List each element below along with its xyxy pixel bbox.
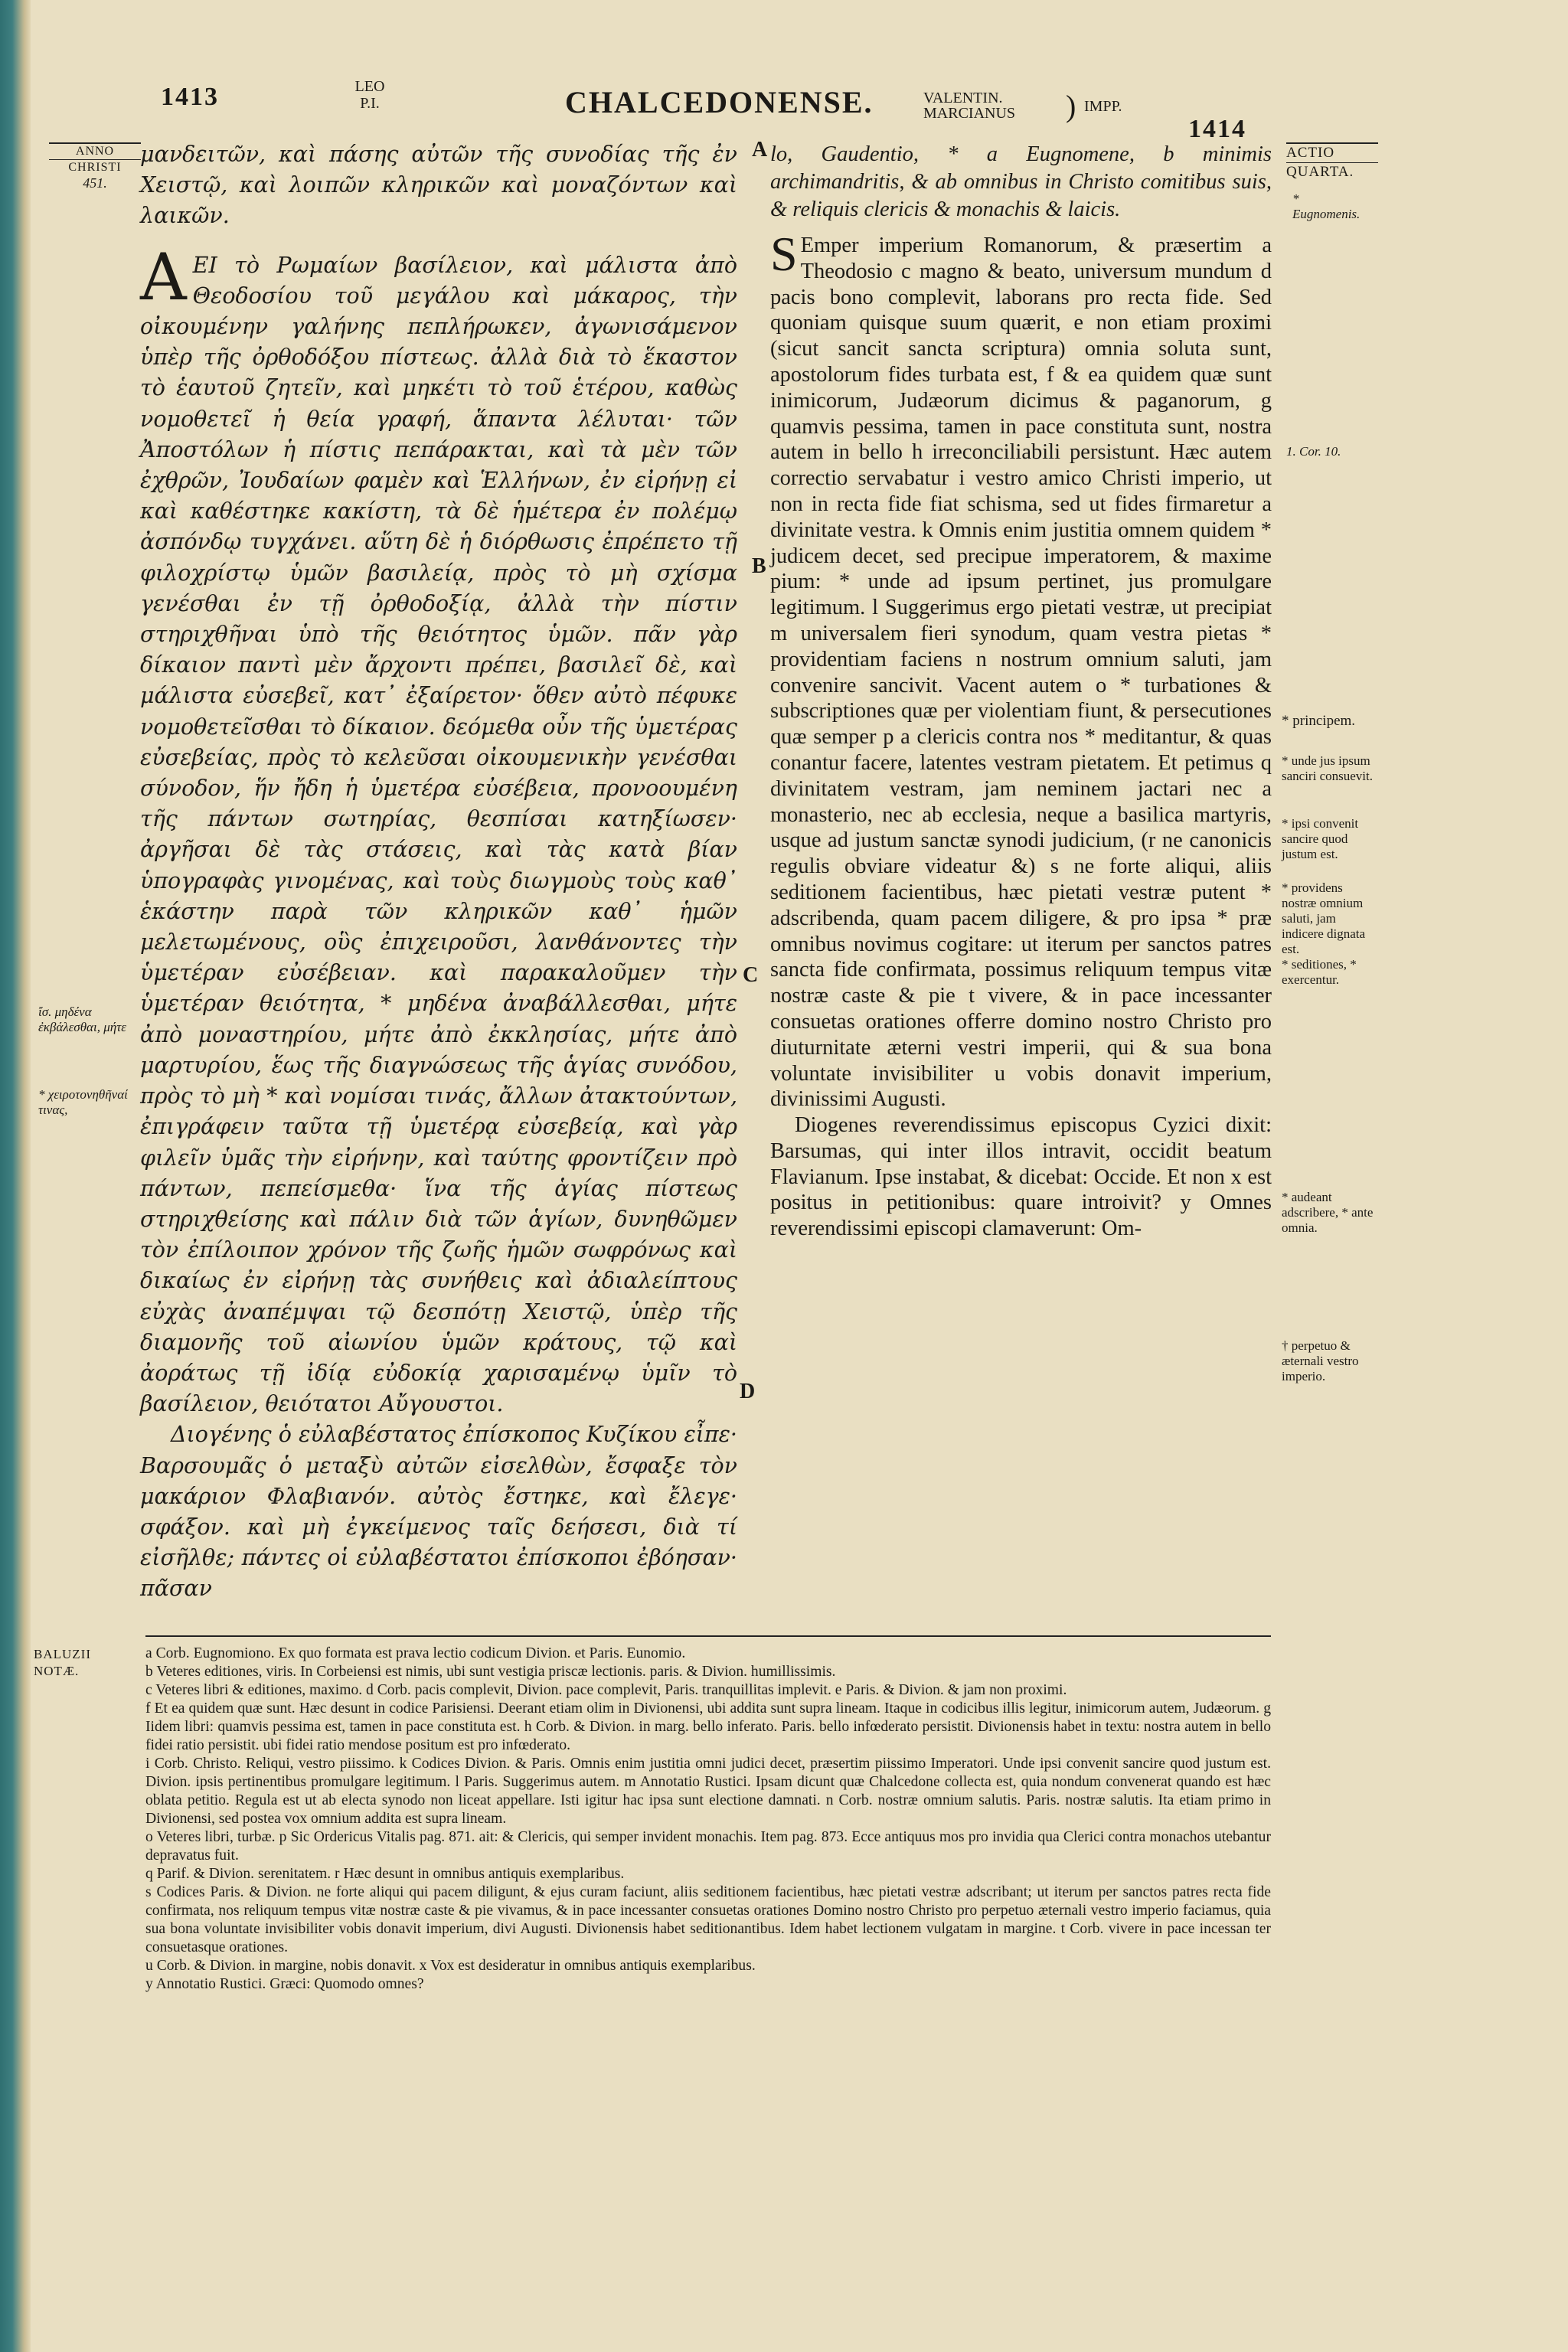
section-letter-b: B bbox=[752, 554, 766, 578]
margin-note-unde-jus: * unde jus ipsum sanciri consuevit. bbox=[1282, 753, 1373, 783]
section-letter-d: D bbox=[740, 1380, 756, 1403]
footnote: b Veteres editiones, viris. In Corbeiensi est nimis, ubi sunt vestigia priscæ lectionis. paris. & Divion. humillissimis. bbox=[145, 1664, 836, 1680]
latin-main-text: Emper imperium Romanorum, & præsertim a Theodosio c magno & beato, universum mundum d pacis bono complevit, laborans pro recta fide. Sed quoniam quisque suum quærit, e non etiam proximi (sicut sancit sancta scriptura) omnia soluta sunt, apostolorum fides turbata est, f & ea quidem quæ sunt inimicorum, Judæorum dicimus & paganorum, g quamvis pessima, tamen in pace constituta sunt, nostra autem in bello h irreconciliabili persistunt. Hæc autem correctio servabatur i vestro amico Christi imperio, ut non in recta fide fiat schisma, sed ut fides firmaretur a divinitate vestra. k Omnis enim justitia omnem quidem * judicem decet, sed precipue imperatorem, & maxime pium: * unde ad ipsum pertinet, jus promulgare legitimum. l Suggerimus ergo pietati vestræ, ut precipiat m universalem fieri synodum, quam vestra pietas * providentiam faciens n nostrum omnium saluti, jam convenire sancivit. Vacent autem o * turbationes & subscriptiones quæ per violentiam fiunt, & persecutiones quæ semper p a clericis contra nos * meditantur, & quas conantur facere, latentes vestram pietatem. Et petimus q divinitatem vestram, jam neminem jactari nec a monasterio, nec ab ecclesia, neque a basilica martyris, usque ad justum sanctæ synodi judicium, (r ne canonicis regulis obviare videatur &) s ne forte aliqui, aliis seditionem facientibus, hæc pietati vestræ putent * adscribenda, quam pacem diligere, & pro ipsa * præ omnibus novimus cogitare: ut iterum per sanctos patres sancta fide confirmata, possimus reliquum tempus vitæ nostræ caste & pie t vivere, & in pace incessanter consuetas orationes offerre domino nostro Christo pro diuturnitate æterni vestri imperii, qui & sua bona voluntate invisibiliter u vobis donavit imperium, divinissimi Augusti. bbox=[770, 234, 1272, 1112]
footnote: o Veteres libri, turbæ. p Sic Ordericus Vitalis pag. 871. ait: & Clericis, qui semper invident monachis. Item pag. 873. Ecce antiquus mos pro invidia qua Clerici contra monachos utebantur depravatus fuit. bbox=[145, 1829, 1271, 1864]
footnote: y Annotatio Rustici. Græci: Quomodo omnes? bbox=[145, 1976, 424, 1992]
greek-diogenes: Διογένης ὁ εὐλαβέστατος ἐπίσκοπος Κυζίκου εἶπε· Βαρσουμᾶς ὁ μεταξὺ αὐτῶν εἰσελθὼν, ἔσφαξε τὸν μακάριον Φλαβιανόν. αὐτὸς ἔστηκε, καὶ ἔλεγε· σφάξον. καὶ μὴ ἐγκείμενος ταῖς δεήσεσι, διὰ τί εἰσῆλθε; πάντες οἱ εὐλαβέστατοι ἐπίσκοποι ἐβόησαν· πᾶσαν bbox=[140, 1422, 737, 1602]
greek-column bbox=[140, 139, 737, 1605]
notes-label-baluzii: BALUZII bbox=[34, 1647, 91, 1661]
footnote: s Codices Paris. & Divion. ne forte aliqui qui pacem diligunt, & ejus curam faciunt, aliis seditionem facientibus, hæc pietati vestræ adscribant; ut iterum per sanctos patres recta fide confirmata, nos reliquum tempus vitæ nostræ caste & pie vivamus, & in pace incessanter consuetas orationes Domino nostro Christo pro perpetuo æternali vestro imperio faciamus, quia sua bona voluntate invisibiliter vobis donavit imperium, divi Augusti. Divionensis habet seditionantibus. Idem habet lectionem vulgatam in margine. t Corb. vivere in pace incessan ter consuetasque orationes. bbox=[145, 1884, 1271, 1955]
margin-greek-note-2: * χειροτονηθῆναί τινας, bbox=[38, 1087, 128, 1117]
footnote: f Et ea quidem quæ sunt. Hæc desunt in codice Parisiensi. Deerant etiam olim in Divionensi, ubi addita sunt supra lineam. Itaque in codicibus illis legitur, inimicorum autem, Judæorum. g Iidem libri: quamvis pessima est, tamen in pace constituta est. h Corb. & Divion. in marg. bello inferato. Paris. bello infœderato persistit. Divionensis habet in textu: nostra autem in bello fidei ratio persistit. ubi fidei ratio mendose positum est pro infœderato. bbox=[145, 1700, 1271, 1753]
header-brace: ) bbox=[1066, 89, 1076, 123]
header-marcianus: MARCIANUS bbox=[923, 105, 1016, 122]
margin-note-cor: 1. Cor. 10. bbox=[1286, 444, 1341, 459]
footnote: u Corb. & Divion. in margine, nobis donavit. x Vox est desideratur in omnibus antiquis exemplaribus. bbox=[145, 1958, 756, 1974]
footnotes bbox=[145, 1645, 1271, 1994]
margin-note-seditiones: * seditiones, * exercentur. bbox=[1282, 957, 1357, 987]
section-letter-a: A bbox=[752, 138, 768, 162]
margin-note-perpetuo: † perpetuo & æternali vestro imperio. bbox=[1282, 1338, 1359, 1383]
notes-label-notae: NOTÆ. bbox=[34, 1664, 80, 1678]
page-title: CHALCEDONENSE. bbox=[565, 85, 874, 119]
footnote: i Corb. Christo. Reliqui, vestro piissimo. k Codices Divion. & Paris. Omnis enim justitia omni judici decet, præsertim piissimo Imperatori. Unde ipsi convenit sancire quod justum est. Divion. ipsis pertinentibus promulgare legitimum. l Paris. Suggerimus autem. m Annotatio Rustici. Ipsam dicunt quæ Chalcedone collecta est, quia nondum convenerat quando est hæc oblata petitio. Regula est ut ab electa synodo non liceat appellare. Isti igitur hac ipsa sunt electione damnati. n Corb. nostræ omnium salutis. Paris. nostræ salutis. Ita etiam primo in Divionensi, sed postea vox omnium addita est supra lineam. bbox=[145, 1756, 1271, 1827]
latin-dropcap: S bbox=[770, 227, 798, 281]
footnote: a Corb. Eugnomiono. Ex quo formata est prava lectio codicum Divion. et Paris. Eunomio. bbox=[145, 1645, 686, 1661]
notes-rule bbox=[145, 1635, 1271, 1637]
greek-main-text: ΕΙ τὸ Ρωμαίων βασίλειον, καὶ μάλιστα ἀπὸ Θεοδοσίου τοῦ μεγάλου καὶ μάκαρος, τὴν οἰκουμένην γαλήνης πεπλήρωκεν, ἀγωνισάμενον ὑπὲρ τῆς ὀρθοδόξου πίστεως. ἀλλὰ διὰ τὸ ἕκαστον τὸ ἑαυτοῦ ζητεῖν, καὶ μηκέτι τὸ τοῦ ἑτέρου, καθὼς νομοθετεῖ ἡ θεία γραφή, ἅπαντα λέλυται· τῶν Ἀποστόλων ἡ πίστις πεπάρακται, καὶ τὰ μὲν τῶν ἐχθρῶν, Ἰουδαίων φαμὲν καὶ Ἑλλήνων, ἐν εἰρήνῃ εἰ καὶ καθέστηκε κακίστη, τὰ δὲ ἡμέτερα ἐν πολέμῳ ἀσπόνδῳ τυγχάνει. αὕτη δὲ ἡ διόρθωσις ἐπρέπετο τῇ φιλοχρίστῳ ὑμῶν βασιλείᾳ, πρὸς τὸ μὴ σχίσμα γενέσθαι ἐν τῇ ὀρθοδοξίᾳ, ἀλλὰ τὴν πίστιν στηριχθῆναι ὑπὸ τῆς θειότητος ὑμῶν. πᾶν γὰρ δίκαιον παντὶ μὲν ἄρχοντι πρέπει, βασιλεῖ δὲ, καὶ μάλιστα εὐσεβεῖ, κατ᾿ ἐξαίρετον· ὅθεν αὐτὸ πέφυκε νομοθετεῖσθαι τὸ δίκαιον. δεόμεθα οὖν τῆς ὑμετέρας εὐσεβείας, πρὸς τὸ κελεῦσαι οἰκουμενικὴν γενέσθαι σύνοδον, ἥν ἤδη ἡ ὑμετέρα εὐσέβεια, προνοουμένη τῆς πάντων σωτηρίας, θεσπίσαι κατηξίωσεν· ἀργῆσαι δὲ τὰς στάσεις, καὶ τὰς κατὰ βίαν ὑπογραφὰς γινομένας, καὶ τοὺς διωγμοὺς τοὺς καθ᾿ ἑκάστην παρὰ τῶν κληρικῶν καθ᾿ ἡμῶν μελετωμένους, οὓς ἐπιχειροῦσι, λανθάνοντες τὴν ὑμετέραν εὐσέβειαν. καὶ παρακαλοῦμεν τὴν ὑμετέραν θειότητα, * μηδένα ἀναβάλλεσθαι, μήτε ἀπὸ μοναστηρίου, μήτε ἀπὸ ἐκκλησίας, μήτε ἀπὸ μαρτυρίου, ἕως τῆς διαγνώσεως τῆς ἁγίας συνόδου, πρὸς τὸ μὴ * καὶ νομίσαι τινάς, ἄλλων ἀτακτούντων, ἐπιγράφειν ταῦτα τῇ ὑμετέρᾳ εὐσεβείᾳ, καὶ γὰρ φιλεῖν ὑμᾶς τὴν εἰρήνην, καὶ ταύτης φροντίζειν πρὸ πάντων, πεπείσμεθα· ἵνα τῆς ἁγίας πίστεως στηριχθείσης καὶ πάλιν διὰ τῶν ἁγίων, δυνηθῶμεν τὸν ἐπίλοιπον χρόνον τῆς ζωῆς ἡμῶν σωφρόνως καὶ δικαίως ἐν εἰρήνῃ τὰς συνήθεις καὶ ἀδιαλείπτους εὐχὰς ἀναπέμψαι τῷ δεσπότῃ Χειστῷ, ὑπὲρ τῆς διαμονῆς τοῦ αἰωνίου ὑμῶν κράτους, τῷ καὶ ἀοράτως τῇ ἰδίᾳ εὐδοκίᾳ χαρισαμένῳ ὑμῖν τὸ βασίλειον, θειότατοι Αὔγουστοι. bbox=[140, 252, 737, 1417]
header-leo-sub: P.I. bbox=[360, 95, 380, 112]
footnote: c Veteres libri & editiones, maximo. d Corb. pacis complevit, Divion. pace complevit, Paris. tranquillitas implevit. e Paris. & Divion. & jam non proximi. bbox=[145, 1682, 1067, 1698]
notes-label bbox=[34, 1646, 91, 1680]
latin-intro: lo, Gaudentio, * a Eugnomene, b minimis archimandritis, & ab omnibus in Christo comitibus suis, & reliquis clericis & monachis & laicis. bbox=[770, 142, 1272, 221]
page-number-left: 1413 bbox=[161, 83, 219, 111]
latin-diogenes: Diogenes reverendissimus episcopus Cyzici dixit: Barsumas, qui inter illos intravit, occidit beatum Flavianum. Ipse instabat, & dicebat: Occide. Et non x est positus in petitionibus: quare introivit? y Omnes reverendissimi episcopi clamaverunt: Om- bbox=[770, 1113, 1272, 1241]
latin-main bbox=[770, 227, 1272, 1112]
header-emperors bbox=[923, 90, 1015, 121]
christi-label: CHRISTI bbox=[68, 161, 122, 174]
actio-label: ACTIO bbox=[1286, 142, 1378, 163]
greek-main bbox=[140, 239, 737, 1420]
margin-note-principem: * principem. bbox=[1282, 713, 1356, 729]
greek-intro: μανδειτῶν, καὶ πάσης αὐτῶν τῆς συνοδίας τῆς ἐν Χειστῷ, καὶ λοιπῶν κληρικῶν καὶ μοναζόντων καὶ λαικῶν. bbox=[140, 142, 737, 229]
header-leo bbox=[343, 78, 397, 112]
margin-note-eugnomenis: * Eugnomenis. bbox=[1292, 191, 1361, 221]
margin-note-ipsi-convenit: * ipsi convenit sancire quod justum est. bbox=[1282, 816, 1359, 861]
header-leo-label: LEO bbox=[354, 78, 385, 95]
section-letter-c: C bbox=[743, 963, 759, 987]
header-impp: IMPP. bbox=[1084, 98, 1122, 115]
actio-box bbox=[1286, 142, 1378, 181]
anno-label: ANNO bbox=[49, 142, 141, 160]
latin-column bbox=[770, 141, 1272, 1242]
quarta-label: QUARTA. bbox=[1286, 164, 1354, 180]
margin-greek-note-1: ἴσ. μηδένα ἐκβάλεσθαι, μήτε bbox=[38, 1004, 126, 1034]
margin-note-providens: * providens nostræ omnium saluti, jam indicere dignata est. bbox=[1282, 880, 1366, 956]
anno-year: 451. bbox=[83, 175, 107, 191]
page-number-right: 1414 bbox=[1188, 115, 1246, 143]
margin-note-audeant: * audeant adscribere, * ante omnia. bbox=[1282, 1190, 1374, 1235]
anno-christi-box bbox=[49, 142, 141, 191]
footnote: q Parif. & Divion. serenitatem. r Hæc desunt in omnibus antiquis exemplaribus. bbox=[145, 1866, 625, 1882]
book-spine bbox=[0, 0, 31, 2352]
greek-dropcap: Α bbox=[140, 239, 187, 315]
header-valentin: VALENTIN. bbox=[923, 90, 1003, 106]
